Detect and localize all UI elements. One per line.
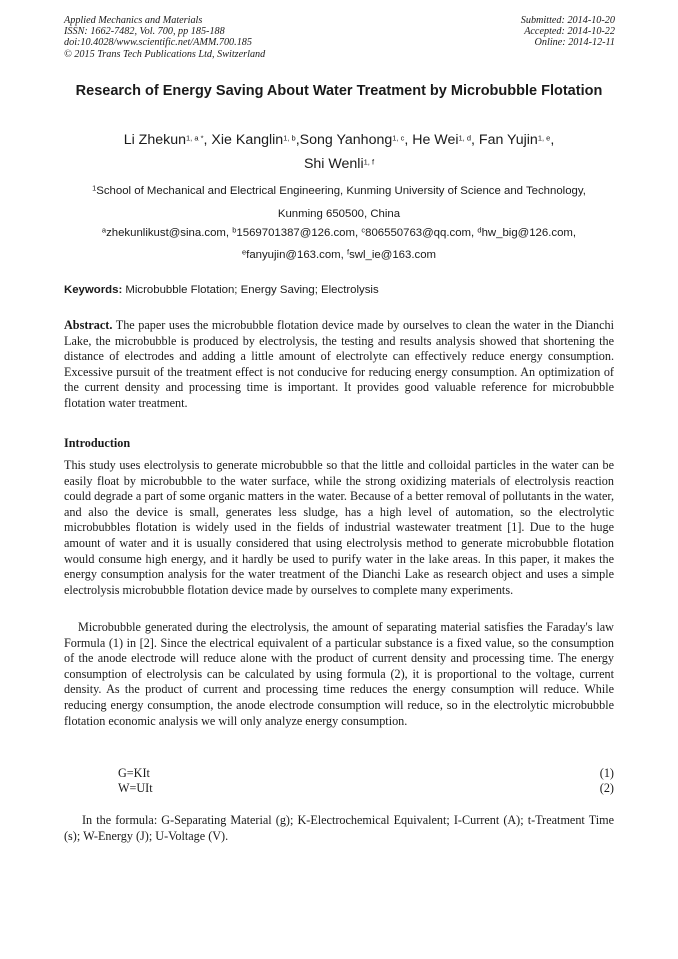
author-affiliation-mark: 1, c — [392, 133, 405, 143]
keywords — [64, 283, 614, 297]
email-separator: , — [225, 227, 233, 239]
author-name: He Wei — [412, 132, 459, 148]
author-name: Xie Kanglin — [211, 132, 284, 148]
paragraph-intro-1: This study uses electrolysis to generate microbubble so that the little and colloidal particles in the water can be easily float by microbubble to the water surface, while the strong oxidizing materials of electrolysis reaction could degrade a part of some organic matters in the water. Because of a better removal of pollutants in the water, and also the device is small, generates less sludge, has a high level of automation, so the electrolytic microbubbles flotation is widely used in the fields of industrial wastewater treatment [1]. Due to the huge amount of water and it is usually considered that using electrolysis method to generate microbubble flotation would consume high energy, and it hardly be used to purify water in the lake areas. In this paper, it makes the energy consumption analysis for the water treatment of the Dianchi Lake as research object and uses a simple electrolysis microbubble flotation device made by ourselves to complete many experiments. — [64, 458, 614, 597]
equation-expression: G=KIt — [118, 766, 150, 780]
journal-name: Applied Mechanics and Materials — [64, 15, 203, 26]
author — [211, 132, 299, 148]
email-link[interactable]: fanyujin@163.com — [246, 249, 341, 261]
equation-number: (2) — [599, 781, 614, 795]
email-mark: e — [241, 247, 247, 257]
author-separator: , — [404, 132, 413, 148]
affiliation — [64, 180, 614, 226]
email-separator: , — [471, 227, 478, 239]
abstract — [64, 318, 614, 412]
author-name: Shi Wenli — [303, 156, 364, 172]
issn-volume-pages: ISSN: 1662-7482, Vol. 700, pp 185-188 — [64, 26, 225, 38]
affiliation-line-1: School of Mechanical and Electrical Engineering, Kunming University of Science and Technology, — [96, 185, 586, 197]
author — [304, 156, 374, 172]
email-mark: f — [347, 247, 350, 257]
journal-metadata — [64, 15, 394, 60]
author-separator: , — [550, 132, 555, 148]
email-mark: d — [477, 225, 482, 235]
author-affiliation-mark: 1, f — [363, 157, 375, 167]
email-mark: b — [232, 225, 237, 235]
author-name: Li Zhekun — [123, 132, 187, 148]
doi: doi:10.4028/www.scientific.net/AMM.700.185 — [64, 37, 252, 49]
email-mark: c — [361, 225, 366, 235]
author — [124, 132, 212, 148]
author-name: Fan Yujin — [478, 132, 538, 148]
email-mark: a — [101, 225, 107, 235]
affiliation-line-2: Kunming 650500, China — [277, 208, 401, 220]
equation-number: (1) — [599, 766, 614, 780]
email-link[interactable]: zhekunlikust@sina.com — [106, 227, 226, 239]
email-separator: , — [572, 227, 577, 239]
author-separator: , — [471, 132, 479, 148]
author-name: Song Yanhong — [299, 132, 393, 148]
accepted-date: Accepted: 2014-10-22 — [524, 26, 615, 38]
email-separator: , — [340, 249, 348, 261]
author-affiliation-mark: 1, a * — [186, 133, 204, 143]
author-affiliation-mark: 1, e — [537, 133, 551, 143]
author — [479, 132, 554, 148]
email-link[interactable]: 1569701387@126.com — [236, 227, 356, 239]
keywords-label: Keywords: — [64, 284, 123, 296]
abstract-label: Abstract. — [64, 318, 113, 332]
email-separator: , — [355, 227, 362, 239]
author-emails — [64, 222, 614, 266]
equation-expression: W=UIt — [118, 781, 153, 795]
author-affiliation-mark: 1, d — [458, 133, 472, 143]
publication-dates — [395, 15, 615, 49]
affiliation-mark: 1 — [92, 183, 97, 193]
paper-title: Research of Energy Saving About Water Treatment by Microbubble Flotation — [75, 83, 603, 99]
email-link[interactable]: 806550763@qq.com — [365, 227, 472, 239]
author — [300, 132, 413, 148]
paragraph-intro-2: Microbubble generated during the electrolysis, the amount of separating material satisfies the Faraday's law Formula (1) in [2]. Since the electrical equivalent of a particular substance is a fixed value, so the consumption of the anode electrode will reduce alone with the product of current density and processing time. The energy consumption of electrolysis can be calculated by using formula (2), it is proportional to the voltage, current density. As the product of current and processing time reduces the energy consumption will reduce. While reducing energy consumption, the anode electrode consumption will reduce, so in the electrolytic microbubble flotation economic analysis we will only analyze energy consumption. — [64, 620, 614, 728]
author-affiliation-mark: 1, b — [283, 133, 296, 143]
copyright: © 2015 Trans Tech Publications Ltd, Switzerland — [64, 48, 266, 60]
paragraph-formula-definitions: In the formula: G-Separating Material (g); K-Electrochemical Equivalent; I-Current (A); t-Treatment Time (s); W-Energy (J); U-Voltage (V). — [64, 813, 614, 843]
keywords-text: Microbubble Flotation; Energy Saving; Electrolysis — [125, 284, 379, 296]
email-link[interactable]: hw_big@126.com — [481, 227, 573, 239]
author-separator: , — [295, 132, 300, 148]
submitted-date: Submitted: 2014-10-20 — [520, 15, 615, 26]
email-link[interactable]: swl_ie@163.com — [349, 249, 437, 261]
author-list — [64, 128, 614, 176]
author-separator: , — [203, 132, 212, 148]
author — [412, 132, 479, 148]
abstract-text: The paper uses the microbubble flotation device made by ourselves to clean the water in the Dianchi Lake, the microbubble is produced by electrolysis, the testing and results analysis showed that shortening the distance of electrodes and adding a little amount of electrolyte can effectively reduce energy consumption. Excessive pursuit of the treatment effect is not conducive for reducing energy consumption. An optimization of the current density and processing time is important. It provides good valuable reference for microbubble flotation water treatment. — [64, 318, 614, 410]
section-heading-introduction: Introduction — [64, 436, 131, 450]
online-date: Online: 2014-12-11 — [534, 37, 615, 49]
